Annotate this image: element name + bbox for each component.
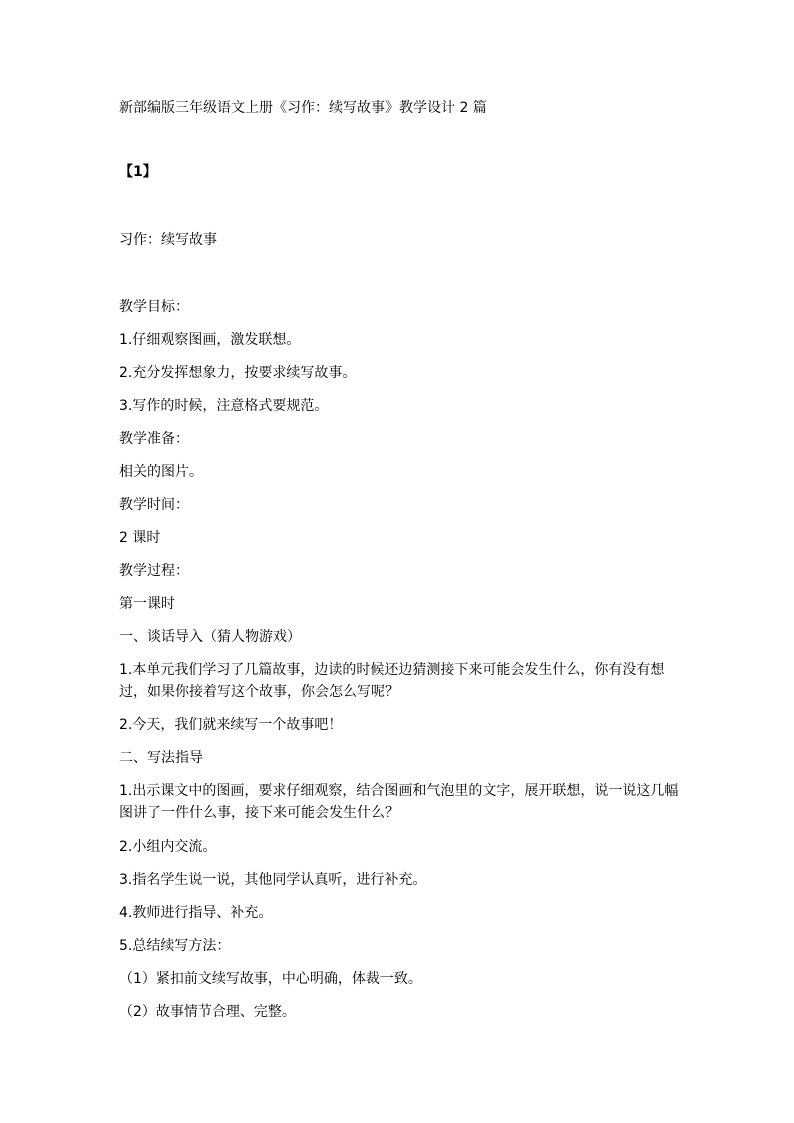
document-subtitle: 习作：续写故事 <box>119 232 217 248</box>
part-two-item: 2.小组内交流。 <box>119 839 217 855</box>
document-title: 新部编版三年级语文上册《习作：续写故事》教学设计 2 篇 <box>119 100 487 116</box>
lesson-one-heading: 第一课时 <box>119 596 175 612</box>
part-one-item: 2.今天，我们就来续写一个故事吧！ <box>119 717 343 733</box>
process-heading: 教学过程： <box>119 563 189 579</box>
part-two-item: 3.指名学生说一说，其他同学认真听，进行补充。 <box>119 872 427 888</box>
section-marker: 【1】 <box>119 164 157 180</box>
method-item: （2）故事情节合理、完整。 <box>119 1004 296 1020</box>
time-heading: 教学时间： <box>119 497 189 513</box>
part-two-item: 5.总结续写方法： <box>119 938 231 954</box>
objective-item: 2.充分发挥想象力，按要求续写故事。 <box>119 365 357 381</box>
objectives-heading: 教学目标： <box>119 299 189 315</box>
preparation-text: 相关的图片。 <box>119 464 203 480</box>
time-text: 2 课时 <box>119 530 161 546</box>
part-two-item: 1.出示课文中的图画，要求仔细观察，结合图画和气泡里的文字，展开联想，说一说这几幅图讲了一件什么事，接下来可能会发生什么？ <box>119 783 679 821</box>
part-two-item: 4.教师进行指导、补充。 <box>119 905 273 921</box>
method-item: （1）紧扣前文续写故事，中心明确，体裁一致。 <box>119 971 422 987</box>
preparation-heading: 教学准备： <box>119 431 189 447</box>
objective-item: 1.仔细观察图画，激发联想。 <box>119 332 301 348</box>
part-two-heading: 二、写法指导 <box>119 750 203 766</box>
part-one-heading: 一、谈话导入（猜人物游戏） <box>119 629 301 645</box>
part-one-item: 1.本单元我们学习了几篇故事，边读的时候还边猜测接下来可能会发生什么，你有没有想过，如果你接着写这个故事，你会怎么写呢？ <box>119 662 665 700</box>
objective-item: 3.写作的时候，注意格式要规范。 <box>119 398 329 414</box>
